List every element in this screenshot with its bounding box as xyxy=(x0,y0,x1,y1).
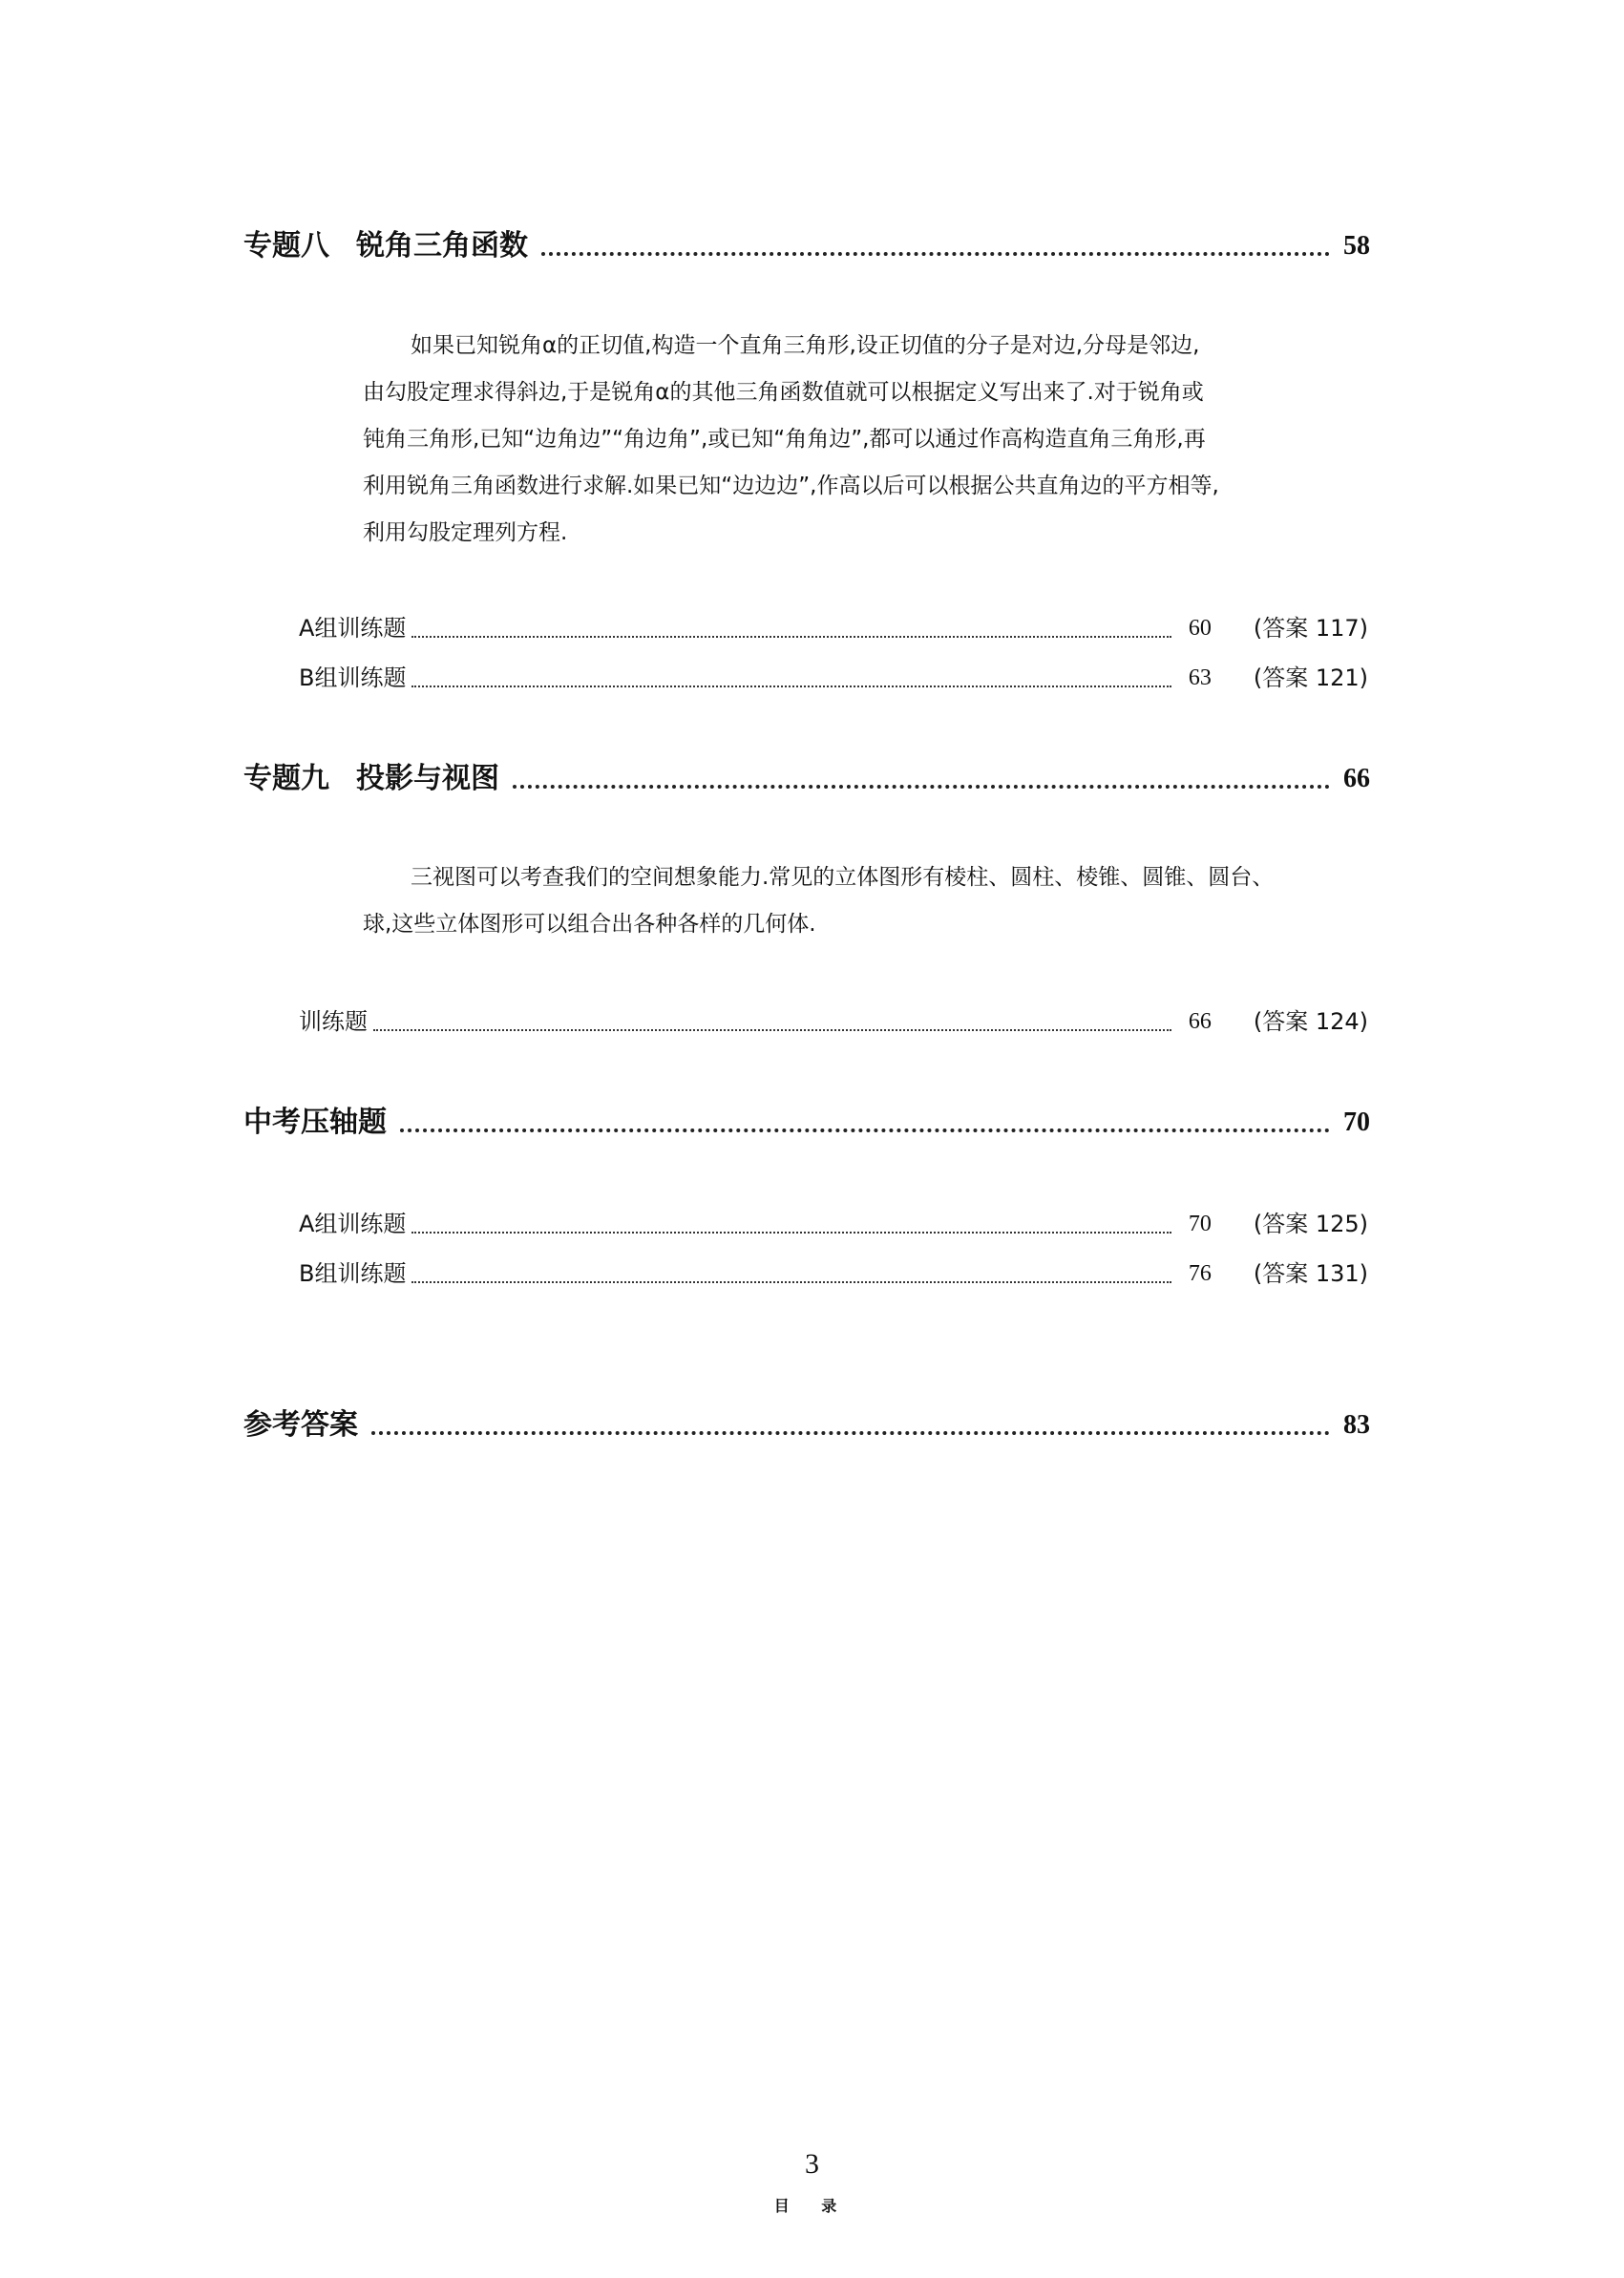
description-line: 钝角三角形,已知“边角边”“角边角”,或已知“角角边”,都可以通过作高构造直角三角形,再 xyxy=(363,427,1206,452)
description-line: 球,这些立体图形可以组合出各种各样的几何体. xyxy=(363,912,816,937)
entry-answer-ref: (答案 117) xyxy=(1253,615,1368,642)
description-line: 利用锐角三角函数进行求解.如果已知“边边边”,作高以后可以根据公共直角边的平方相等, xyxy=(363,474,1219,498)
footer-label: 目 录 xyxy=(773,2197,851,2215)
toc-section-9[interactable] xyxy=(243,758,1370,800)
description-line: 利用勾股定理列方程. xyxy=(363,520,568,545)
toc-entry[interactable] xyxy=(299,659,1368,697)
section-heading: 参考答案 xyxy=(243,1408,358,1442)
leader-dots xyxy=(411,686,1171,687)
leader-dots xyxy=(373,1029,1171,1031)
leader-dots xyxy=(513,785,1330,789)
toc-entry[interactable] xyxy=(299,1255,1368,1293)
description-line: 三视图可以考查我们的空间想象能力.常见的立体图形有棱柱、圆柱、棱锥、圆锥、圆台、 xyxy=(411,865,1275,890)
leader-dots xyxy=(371,1431,1330,1435)
entry-page-number: 70 xyxy=(1188,1212,1212,1236)
entry-answer-ref: (答案 131) xyxy=(1253,1260,1368,1287)
section-description xyxy=(363,854,1327,948)
leader-dots xyxy=(411,1281,1171,1283)
description-line: 由勾股定理求得斜边,于是锐角α的其他三角函数值就可以根据定义写出来了.对于锐角或 xyxy=(363,380,1204,405)
toc-entry[interactable] xyxy=(299,1205,1368,1243)
toc-entry[interactable] xyxy=(299,609,1368,647)
entry-answer-ref: (答案 125) xyxy=(1253,1211,1368,1237)
entry-label: 训练题 xyxy=(299,1008,368,1035)
entry-page-number: 63 xyxy=(1188,665,1212,690)
description-line: 如果已知锐角α的正切值,构造一个直角三角形,设正切值的分子是对边,分母是邻边, xyxy=(411,333,1200,358)
toc-entry[interactable] xyxy=(299,1002,1368,1041)
section-heading: 中考压轴题 xyxy=(243,1106,387,1139)
section-page-number: 83 xyxy=(1343,1410,1370,1440)
entry-label: B组训练题 xyxy=(299,1260,407,1287)
leader-dots xyxy=(411,1232,1171,1234)
entry-label: A组训练题 xyxy=(299,615,407,642)
toc-section-answers[interactable] xyxy=(243,1404,1370,1446)
leader-dots xyxy=(411,636,1171,638)
section-heading: 专题九 投影与视图 xyxy=(243,762,499,795)
entry-page-number: 66 xyxy=(1188,1009,1212,1034)
section-page-number: 70 xyxy=(1343,1107,1370,1137)
entry-answer-ref: (答案 124) xyxy=(1253,1008,1368,1035)
entry-label: A组训练题 xyxy=(299,1211,407,1237)
section-page-number: 66 xyxy=(1343,764,1370,793)
leader-dots xyxy=(400,1128,1330,1132)
toc-section-8[interactable] xyxy=(243,225,1370,267)
section-heading: 专题八 锐角三角函数 xyxy=(243,229,528,263)
entry-label: B组训练题 xyxy=(299,664,407,691)
section-page-number: 58 xyxy=(1343,231,1370,261)
page-number: 3 xyxy=(805,2148,819,2180)
entry-answer-ref: (答案 121) xyxy=(1253,664,1368,691)
entry-page-number: 60 xyxy=(1188,616,1212,641)
section-description xyxy=(363,323,1327,557)
leader-dots xyxy=(541,252,1330,256)
entry-page-number: 76 xyxy=(1188,1261,1212,1286)
toc-section-final-problems[interactable] xyxy=(243,1102,1370,1144)
